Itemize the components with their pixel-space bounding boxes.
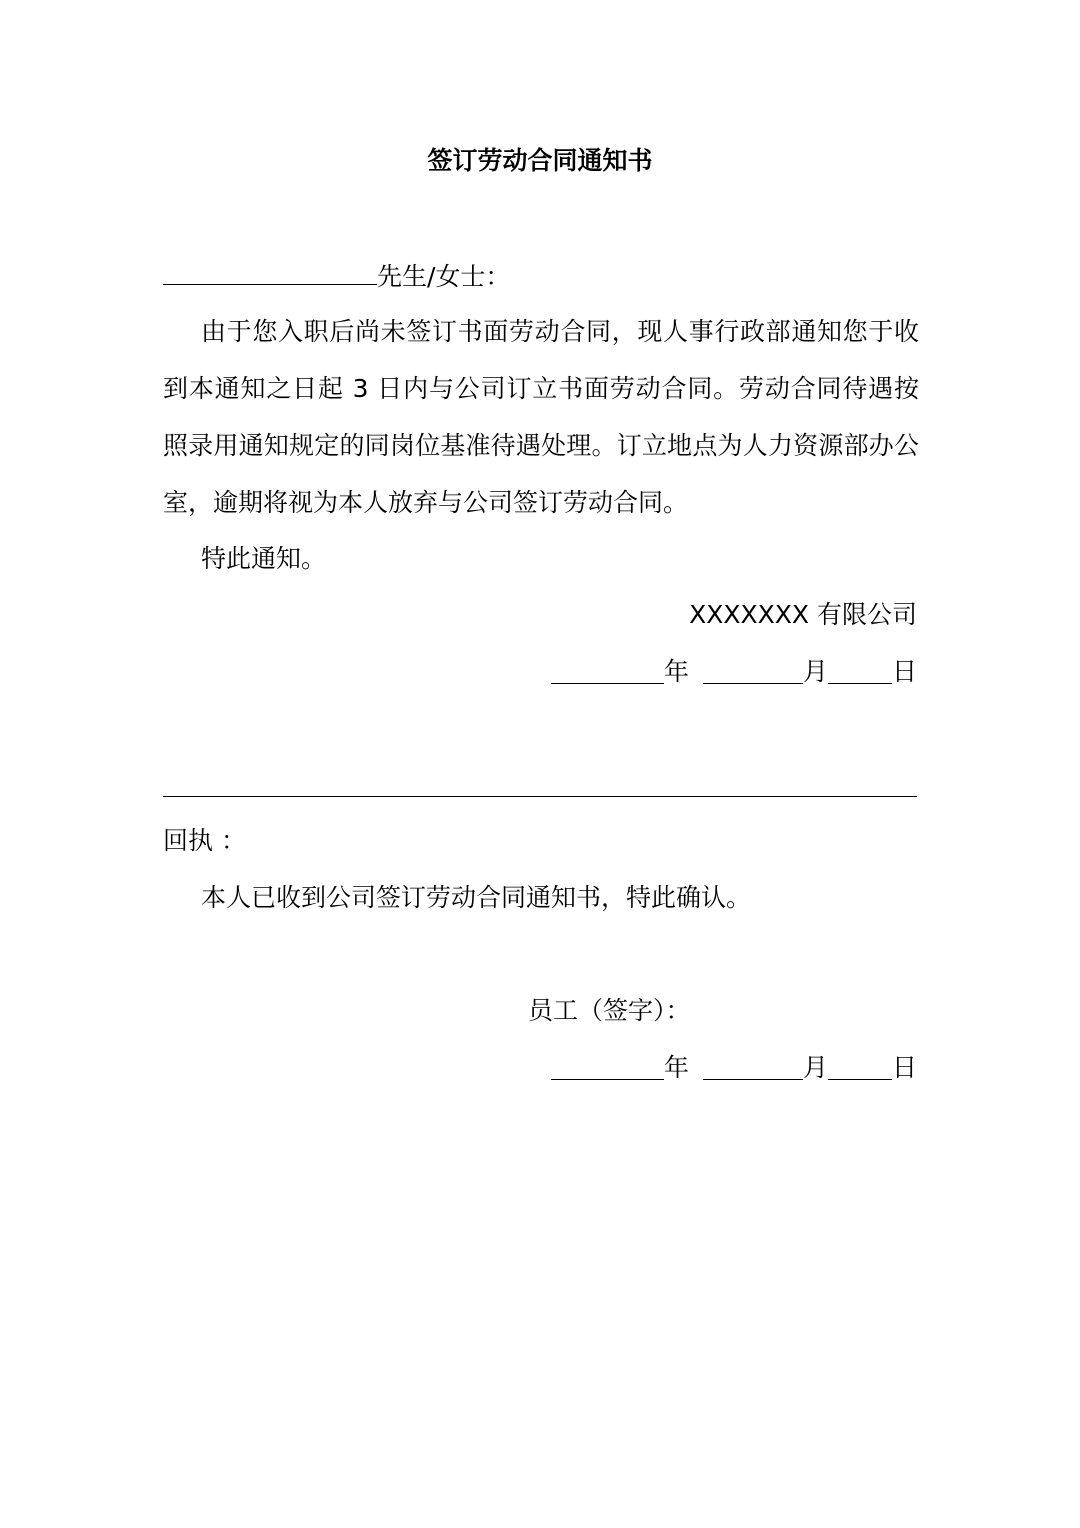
receipt-month-blank[interactable] (703, 1049, 803, 1080)
document-title: 签订劳动合同通知书 (427, 146, 653, 175)
salutation-line (163, 256, 510, 295)
salutation-suffix: 先生/女士： (377, 262, 511, 291)
receipt-date-line (551, 1039, 917, 1096)
receipt-body-text: 本人已收到公司签订劳动合同通知书，特此确认。 (201, 883, 752, 912)
notice-month-label: 月 (802, 657, 828, 686)
receipt-month-label: 月 (802, 1053, 828, 1082)
notice-month-blank[interactable] (703, 653, 803, 684)
notice-year-label: 年 (663, 657, 689, 686)
company-name: XXXXXXX 有限公司 (689, 600, 917, 629)
recipient-name-blank[interactable] (163, 256, 377, 285)
notice-year-blank[interactable] (551, 653, 664, 684)
closing-text: 特此通知。 (201, 544, 327, 573)
notice-date-line (551, 643, 917, 700)
employee-signature-label: 员工（签字）： (528, 996, 691, 1025)
notice-day-blank[interactable] (828, 653, 892, 684)
notice-day-label: 日 (891, 657, 917, 686)
notice-body-paragraph: 由于您入职后尚未签订书面劳动合同，现人事行政部通知您于收到本通知之日起 3 日内与公司订立书面劳动合同。劳动合同待遇按照录用通知规定的同岗位基准待遇处理。订立地点为人力资源部办公室，逾期将视为本人放弃与公司签订劳动合同。 (163, 317, 919, 517)
receipt-heading: 回执 ： (163, 826, 246, 855)
receipt-year-blank[interactable] (551, 1049, 664, 1080)
receipt-year-label: 年 (663, 1053, 689, 1082)
section-divider (163, 796, 917, 797)
receipt-day-blank[interactable] (828, 1049, 892, 1080)
receipt-day-label: 日 (891, 1053, 917, 1082)
